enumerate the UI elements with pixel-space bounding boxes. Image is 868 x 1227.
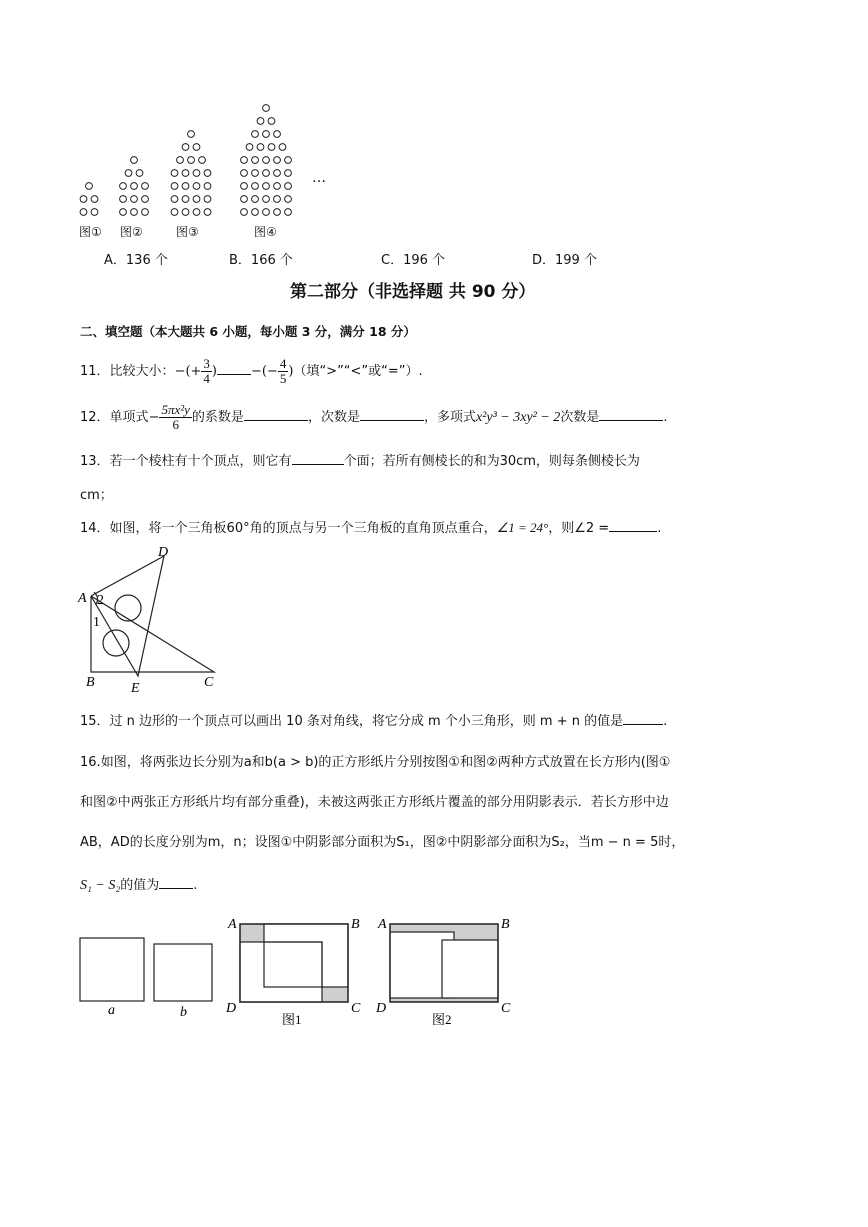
fig1-label-d: D (226, 1001, 237, 1016)
pattern-dot (131, 157, 138, 164)
option-text: 199 个 (555, 253, 597, 268)
pattern-dot (131, 196, 138, 203)
q14-triangle-figure (76, 540, 226, 698)
q11-f1-den: 4 (203, 371, 210, 386)
q11-lead: 比较大小： (109, 364, 175, 379)
pattern-dot (274, 170, 281, 177)
q14-answer-blank[interactable] (609, 519, 657, 532)
q14-number: 14． (80, 521, 110, 536)
pattern-dot (182, 196, 189, 203)
pattern-dot (279, 144, 286, 151)
option-text: 196 个 (403, 253, 446, 268)
q12-mid1: 的系数是 (191, 410, 244, 425)
fig1-label-b: B (351, 917, 360, 932)
pattern-dot (193, 170, 200, 177)
q16-end: . (193, 878, 198, 893)
q14-end: . (657, 521, 662, 536)
q15-answer-blank[interactable] (623, 712, 663, 725)
question-15 (80, 710, 667, 729)
pattern-dot (274, 157, 281, 164)
label-a-side: a (108, 1003, 115, 1018)
pattern-dot (274, 209, 281, 216)
q12-f-den: 6 (172, 417, 179, 432)
pattern-dot (241, 183, 248, 190)
q10-ellipsis: … (312, 170, 326, 186)
q12-f-num: 5πx²y (161, 402, 190, 418)
q16-line2: 和图②中两张正方形纸片均有部分重叠)，未被这两张正方形纸片覆盖的部分用阴影表示．若长方形中边 (80, 795, 669, 810)
pattern-dot (142, 183, 149, 190)
q12-degree-blank[interactable] (360, 408, 424, 421)
q11-f2-den: 5 (279, 371, 287, 386)
pattern-dot (136, 170, 143, 177)
pattern-dot (257, 144, 264, 151)
pattern-dot (182, 170, 189, 177)
pattern-dot (263, 196, 270, 203)
q13-line2: cm； (80, 488, 113, 503)
label-a: A (78, 591, 87, 606)
pattern-dot (142, 209, 149, 216)
label-1: 1 (93, 615, 100, 630)
pattern-dot (268, 144, 275, 151)
label-d: D (158, 545, 169, 560)
pattern-dot (120, 183, 127, 190)
pattern-dot (241, 196, 248, 203)
q16-line4 (80, 874, 197, 894)
pattern-dot (241, 170, 248, 177)
label-c: C (204, 675, 214, 690)
fig1-caption: 图1 (282, 1012, 302, 1027)
fig2-label-c: C (501, 1001, 511, 1016)
q16-line3: AB，AD的长度分别为m，n；设图①中阴影部分面积为S₁，图②中阴影部分面积为S₂，当m − n = 5时， (80, 835, 685, 850)
fig1-label-c: C (351, 1001, 361, 1016)
option-letter: C． (381, 253, 404, 268)
pattern-dot (91, 196, 98, 203)
pattern-dot (142, 196, 149, 203)
q16-square-figures (74, 910, 524, 1035)
label-2: 2 (97, 593, 104, 608)
q16-number: 16. (80, 755, 101, 770)
pattern-dot (120, 209, 127, 216)
pattern-dot (263, 157, 270, 164)
q13-faces-blank[interactable] (292, 452, 344, 465)
pattern-dot (285, 183, 292, 190)
q16-s1-s2: S₁ − S₂ (80, 878, 121, 893)
q12-end: . (663, 410, 668, 425)
q14-ask: ，则∠2 = (548, 521, 610, 536)
fig-label-1: 图① (79, 225, 102, 239)
pattern-dot (193, 144, 200, 151)
fig2-label-d: D (376, 1001, 387, 1016)
pattern-dot (171, 196, 178, 203)
fig2-caption: 图2 (432, 1012, 452, 1027)
pattern-dot (204, 196, 211, 203)
q11-left-sign: −(+ (174, 364, 202, 379)
pattern-dot (204, 209, 211, 216)
pattern-dot (252, 183, 259, 190)
q11-number: 11． (80, 364, 110, 379)
fig-label-4: 图④ (254, 225, 277, 239)
q11-fraction-2 (278, 357, 289, 385)
option-a[interactable] (104, 249, 168, 268)
question-13 (80, 450, 640, 469)
q12-mid3: ，多项式 (423, 410, 476, 425)
q15-text: 过 n 边形的一个顶点可以画出 10 条对角线，将它分成 m 个小三角形，则 m + n 的值是 (109, 714, 624, 729)
q16-line1: 如图，将两张边长分别为a和b(a > b)的正方形纸片分别按图①和图②两种方式放置在长方形内(图① (100, 755, 671, 770)
pattern-dot (263, 183, 270, 190)
pattern-dot (193, 196, 200, 203)
pattern-dot (131, 209, 138, 216)
pattern-dot (177, 157, 184, 164)
pattern-dot (193, 183, 200, 190)
pattern-dot (285, 196, 292, 203)
q12-number: 12． (80, 410, 110, 425)
q12-lead: 单项式 (109, 410, 149, 425)
question-12 (80, 400, 667, 436)
fig-label-3: 图③ (176, 225, 199, 239)
q13-part1: 若一个棱柱有十个顶点，则它有 (109, 454, 292, 469)
pattern-dot (182, 183, 189, 190)
option-letter: A． (104, 253, 126, 268)
pattern-dot (86, 183, 93, 190)
pattern-dot (171, 209, 178, 216)
question-16-line1 (80, 751, 670, 770)
pattern-dot (241, 209, 248, 216)
q12-coefficient-blank[interactable] (244, 408, 308, 421)
section2-heading: 二、填空题（本大题共 6 小题，每小题 3 分，满分 18 分） (80, 324, 416, 339)
q14-condition: ∠1 = 24° (496, 520, 549, 535)
pattern-dot (125, 170, 132, 177)
pattern-dot (252, 170, 259, 177)
pattern-dot (274, 196, 281, 203)
q13-part2: 个面；若所有侧棱长的和为30cm，则每条侧棱长为 (343, 454, 640, 469)
q11-close-2: ) (288, 364, 294, 379)
q14-text: 如图，将一个三角板60°角的顶点与另一个三角板的直角顶点重合， (109, 521, 497, 536)
label-e: E (131, 681, 140, 696)
q11-close: ) (211, 364, 217, 379)
pattern-dot (120, 196, 127, 203)
pattern-dot (241, 157, 248, 164)
pattern-dot (131, 183, 138, 190)
label-b-side: b (180, 1005, 187, 1020)
pattern-dot (263, 170, 270, 177)
q11-tail: （填“>”“<”或“=”）. (293, 364, 423, 379)
pattern-dot (182, 209, 189, 216)
part2-title: 第二部分（非选择题 共 90 分） (290, 282, 536, 302)
pattern-dot (246, 144, 253, 151)
option-b[interactable] (229, 249, 293, 268)
pattern-dot (263, 131, 270, 138)
pattern-dot (188, 131, 195, 138)
pattern-dot (268, 118, 275, 125)
q13-number: 13． (80, 454, 110, 469)
pattern-dot (285, 157, 292, 164)
pattern-dot (274, 183, 281, 190)
option-letter: B． (229, 253, 251, 268)
pattern-dot (252, 209, 259, 216)
q11-f2-num: 4 (279, 356, 287, 372)
fig2-label-a: A (378, 917, 387, 932)
pattern-dot (252, 157, 259, 164)
q12-neg: − (148, 410, 160, 425)
option-text: 166 个 (250, 253, 293, 268)
option-c[interactable] (381, 249, 445, 268)
pattern-dot (204, 183, 211, 190)
q15-end: . (663, 714, 668, 729)
pattern-dot (80, 209, 87, 216)
pattern-dot (285, 209, 292, 216)
q11-right-sign: −(− (251, 364, 278, 379)
pattern-dot (285, 170, 292, 177)
option-text: 136 个 (125, 253, 168, 268)
pattern-dot (252, 196, 259, 203)
q10-dot-figures (70, 95, 340, 225)
q12-mid2: ，次数是 (307, 410, 360, 425)
pattern-dot (171, 183, 178, 190)
q11-answer-blank[interactable] (217, 362, 251, 375)
pattern-dot (257, 118, 264, 125)
option-letter: D． (532, 253, 556, 268)
question-14 (80, 517, 661, 536)
fig-label-2: 图② (120, 225, 143, 239)
q12-poly-degree-blank[interactable] (599, 408, 663, 421)
fig1-label-a: A (228, 917, 237, 932)
pattern-dot (91, 209, 98, 216)
pattern-dot (263, 209, 270, 216)
q12-mid4: 次数是 (560, 410, 600, 425)
q11-f1-num: 3 (203, 356, 210, 372)
q16-value-text: 的值为 (120, 878, 160, 893)
pattern-dot (80, 196, 87, 203)
question-11 (80, 356, 423, 388)
pattern-dot (188, 157, 195, 164)
option-d[interactable] (532, 249, 597, 268)
q11-fraction-1 (201, 357, 212, 385)
pattern-dot (263, 105, 270, 112)
label-b: B (86, 675, 95, 690)
q12-fraction (159, 403, 191, 431)
fig2-label-b: B (501, 917, 510, 932)
pattern-dot (252, 131, 259, 138)
q16-answer-blank[interactable] (159, 876, 193, 889)
q12-polynomial: x²y³ − 3xy² − 2 (475, 410, 561, 425)
pattern-dot (171, 170, 178, 177)
pattern-dot (199, 157, 206, 164)
pattern-dot (193, 209, 200, 216)
pattern-dot (182, 144, 189, 151)
pattern-dot (204, 170, 211, 177)
q15-number: 15． (80, 714, 110, 729)
pattern-dot (274, 131, 281, 138)
